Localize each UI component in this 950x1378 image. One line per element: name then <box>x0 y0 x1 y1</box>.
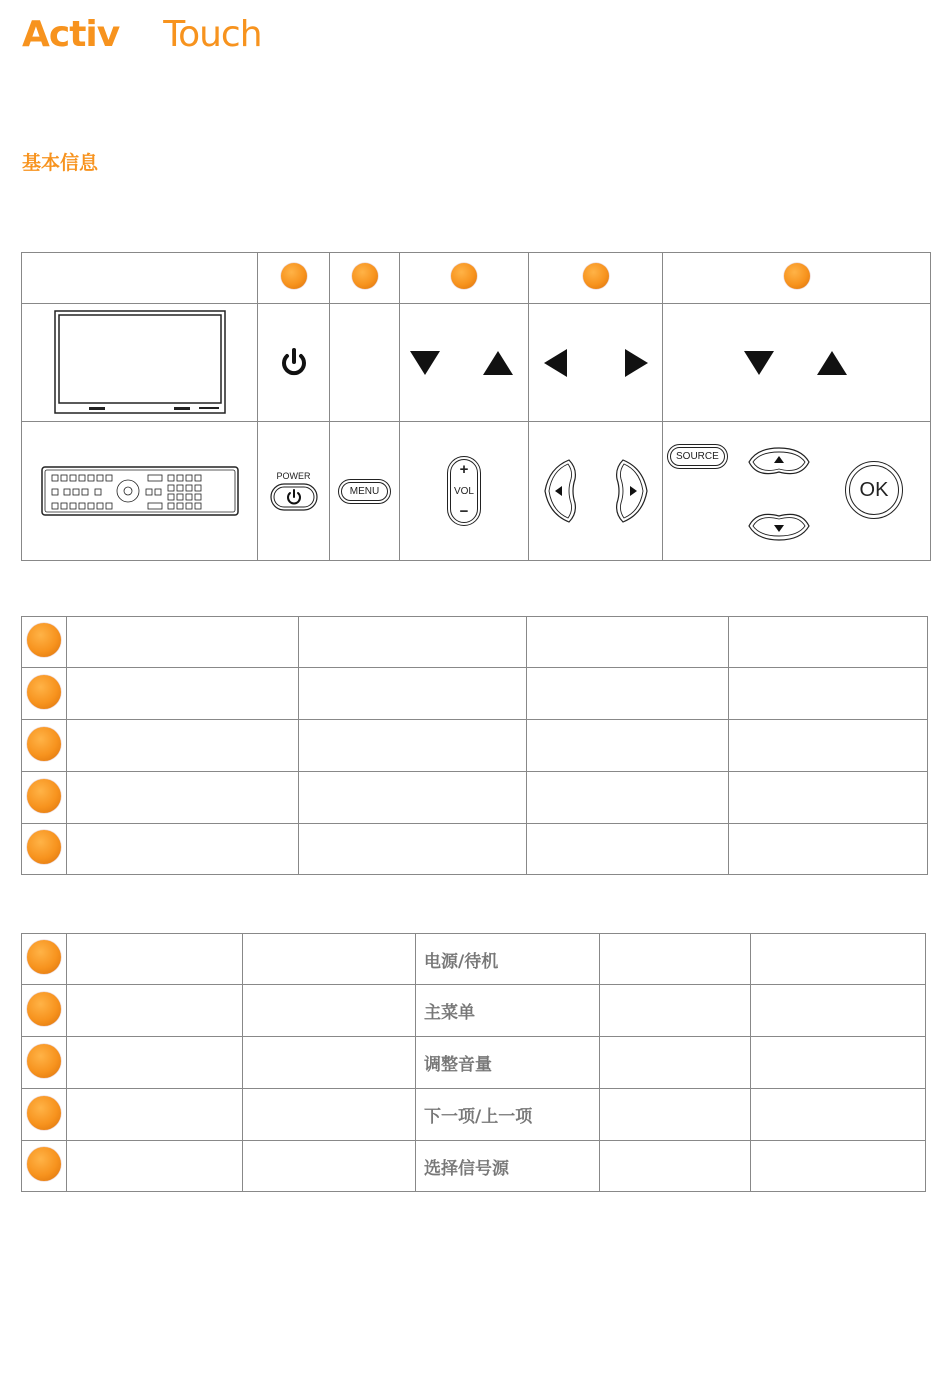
panel-source-cell <box>663 304 931 422</box>
number-dot-1 <box>27 940 61 974</box>
remote-source-cell <box>663 422 931 561</box>
logo-part-touch: Touch <box>163 14 262 55</box>
arrow-down-icon[interactable] <box>410 351 440 375</box>
number-cell <box>22 617 67 668</box>
table-row <box>22 934 926 985</box>
nav-arrows <box>541 348 651 378</box>
function-label: 选择信号源 <box>416 1141 600 1192</box>
power-button[interactable] <box>270 483 318 511</box>
number-dot-3 <box>27 1044 61 1078</box>
remote-down-button[interactable] <box>747 508 811 542</box>
table-row <box>22 824 928 875</box>
header-cell-2 <box>330 253 400 304</box>
header-cell-1 <box>258 253 330 304</box>
table-row <box>22 668 928 720</box>
number-dot-3 <box>27 727 61 761</box>
remote-up-button[interactable] <box>747 446 811 480</box>
number-cell <box>22 1141 67 1192</box>
remote-nav-cell <box>529 422 663 561</box>
remote-volume-cell <box>400 422 529 561</box>
source-button-label: SOURCE <box>670 447 725 466</box>
number-cell <box>22 934 67 985</box>
function-label: 电源/待机 <box>416 934 600 985</box>
header-cell-5 <box>663 253 931 304</box>
number-dot-4 <box>27 1096 61 1130</box>
menu-button[interactable] <box>338 479 391 504</box>
function-label: 主菜单 <box>416 985 600 1037</box>
function-label: 下一项/上一项 <box>416 1089 600 1141</box>
number-dot-5 <box>27 1147 61 1181</box>
ok-button[interactable] <box>845 461 903 519</box>
volume-minus: − <box>459 503 469 520</box>
number-dot-2 <box>352 263 378 289</box>
number-cell <box>22 772 67 824</box>
header-empty-cell <box>22 253 258 304</box>
number-dot-5 <box>27 830 61 864</box>
panel-power-cell <box>258 304 330 422</box>
number-cell <box>22 824 67 875</box>
number-dot-1 <box>281 263 307 289</box>
panel-nav-cell <box>529 304 663 422</box>
arrow-up-icon[interactable] <box>817 351 847 375</box>
remote-nav-buttons <box>541 458 651 524</box>
number-dot-5 <box>784 263 810 289</box>
number-dot-2 <box>27 992 61 1026</box>
activtouch-logo <box>22 14 262 55</box>
source-button[interactable] <box>667 444 728 469</box>
power-button-label: POWER <box>276 471 311 481</box>
table-row <box>22 1037 926 1089</box>
display-image-cell <box>22 304 258 422</box>
table-row <box>22 617 928 668</box>
logo-part-activ: Activ <box>22 14 120 55</box>
left-button[interactable] <box>545 460 575 522</box>
numbered-table-1 <box>21 616 928 875</box>
right-button[interactable] <box>616 460 646 522</box>
controls-table <box>21 252 931 561</box>
arrow-right-icon[interactable] <box>625 349 648 377</box>
function-table <box>21 933 926 1192</box>
panel-volume-cell <box>400 304 529 422</box>
number-cell <box>22 985 67 1037</box>
arrow-left-icon[interactable] <box>544 349 567 377</box>
number-dot-4 <box>583 263 609 289</box>
number-dot-3 <box>451 263 477 289</box>
section-title: 基本信息 <box>22 152 99 174</box>
volume-plus: + <box>459 461 469 478</box>
power-icon[interactable] <box>279 347 309 379</box>
function-label: 调整音量 <box>416 1037 600 1089</box>
number-cell <box>22 1037 67 1089</box>
source-arrows <box>742 348 852 378</box>
arrow-up-icon[interactable] <box>483 351 513 375</box>
table-row <box>22 720 928 772</box>
arrow-down-icon[interactable] <box>744 351 774 375</box>
table-row <box>22 1141 926 1192</box>
table-row <box>22 985 926 1037</box>
remote-control-icon <box>40 463 240 519</box>
number-cell <box>22 668 67 720</box>
ok-button-label: OK <box>849 465 899 515</box>
number-dot-2 <box>27 675 61 709</box>
volume-button[interactable] <box>447 456 481 526</box>
number-cell <box>22 1089 67 1141</box>
volume-label: VOL <box>453 485 474 497</box>
display-panel-icon <box>54 310 226 416</box>
volume-arrows <box>409 348 519 378</box>
number-cell <box>22 720 67 772</box>
menu-button-label: MENU <box>341 482 388 501</box>
number-dot-4 <box>27 779 61 813</box>
remote-image-cell <box>22 422 258 561</box>
header-cell-3 <box>400 253 529 304</box>
remote-menu-cell <box>330 422 400 561</box>
table-row <box>22 772 928 824</box>
header-cell-4 <box>529 253 663 304</box>
number-dot-1 <box>27 623 61 657</box>
table-row <box>22 1089 926 1141</box>
remote-power-cell <box>258 422 330 561</box>
panel-menu-cell <box>330 304 400 422</box>
